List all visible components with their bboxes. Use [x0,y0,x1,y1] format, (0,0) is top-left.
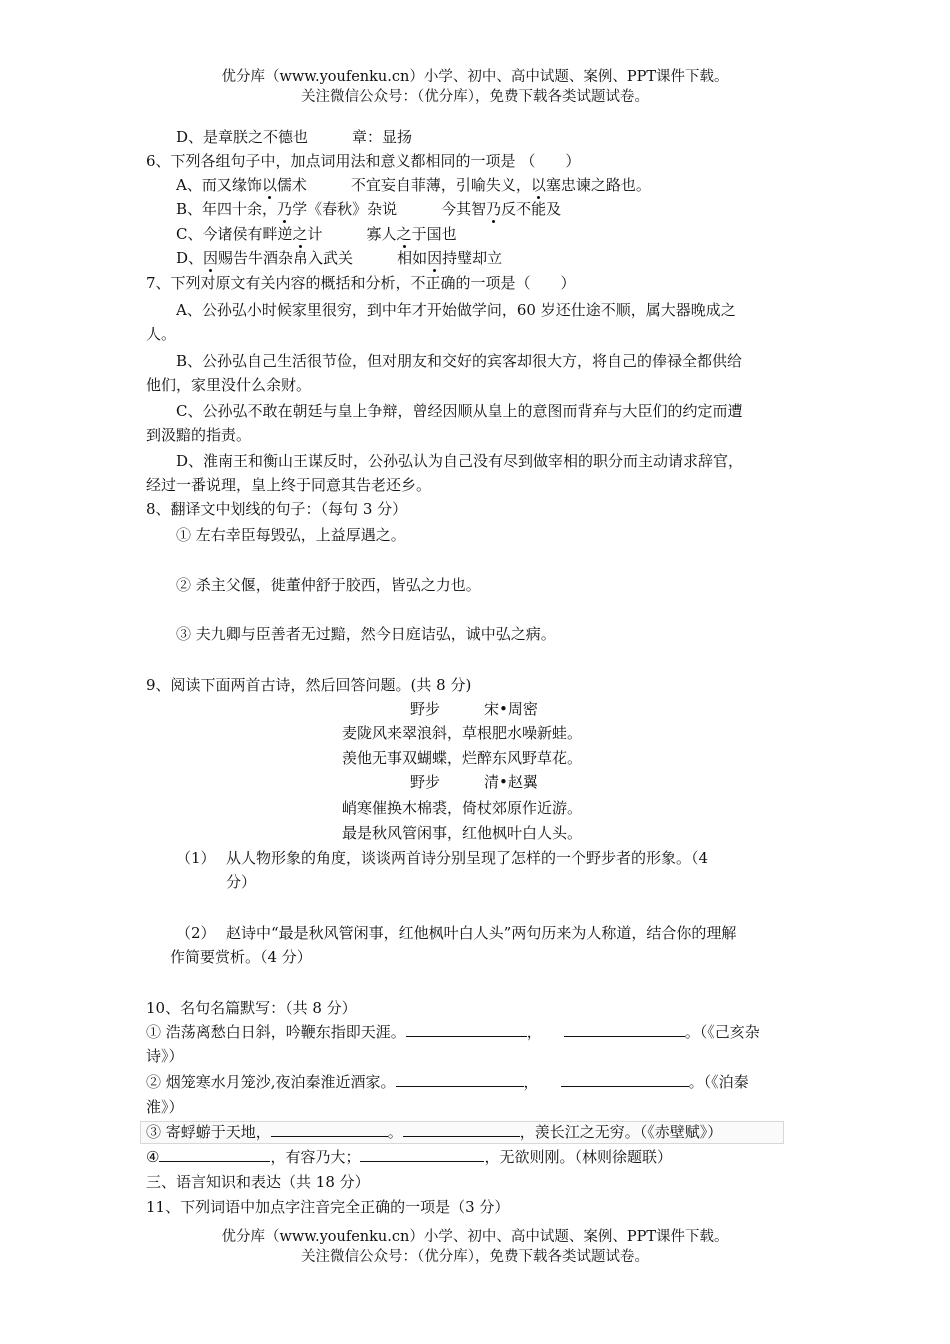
emphasis-dot: 乃 [277,200,293,218]
q8-sentence-2: ② 杀主父偃，徙董仲舒于胶西，皆弘之力也。 [176,576,481,594]
emphasis-dot: 之 [292,225,308,243]
q9-sub1-number: （1） [176,849,216,867]
emphasis-dot: 因 [427,249,443,267]
blank-line [396,1071,524,1087]
section-3-heading: 三、语言知识和表达（共 18 分） [146,1173,370,1191]
q9-sub2-line1: 赵诗中“最是秋风管闲事，红他枫叶白人头”两句历来为人称道，结合你的理解 [226,924,737,942]
footer-line-2: 关注微信公众号：（优分库），免费下载各类试题试卷。 [301,1249,649,1265]
q6-option-d: D、因赐告牛酒杂帛入武关 相如因持璧却立 [176,249,503,267]
q9-sub2-number: （2） [176,924,216,942]
emphasis-dot: 之 [396,225,412,243]
q7-option-c-line1: C、公孙弘不敢在朝廷与皇上争辩，曾经因顺从皇上的意图而背弃与大臣们的约定而遭 [176,402,743,420]
poem2-heading: 野步 清•赵翼 [410,773,538,791]
q7-option-a-line1: A、公孙弘小时候家里很穷，到中年才开始做学问，60 岁还仕途不顺，属大器晚成之 [176,301,736,319]
q10-item-2-cont: 淮》） [146,1098,184,1116]
q7-option-b-line2: 他们，家里没什么余财。 [146,376,312,394]
q11-stem: 11、下列词语中加点字注音完全正确的一项是（3 分） [146,1198,510,1216]
emphasis-dot: 因 [203,249,219,267]
blank-line [406,1021,527,1037]
q5-option-d: D、是章朕之不德也 章：显扬 [176,128,413,146]
blank-line [360,1146,484,1162]
blank-line [271,1121,388,1137]
blank-line [159,1146,270,1162]
q6-stem: 6、下列各组句子中，加点词用法和意义都相同的一项是 （ ） [146,152,581,170]
q10-item-3: ③ 寄蜉蝣于天地， 。 ，羡长江之无穷。（《赤壁赋》） [146,1123,723,1141]
q10-item-1-cont: 诗》） [146,1047,184,1065]
header-line-1: 优分库（www.youfenku.cn）小学、初中、高中试题、案例、PPT课件下载。 [221,69,729,85]
q10-item-1: ① 浩荡离愁白日斜，吟鞭东指即天涯。 ， 。（《己亥杂 [146,1023,760,1041]
blank-line [564,1021,685,1037]
q7-option-a-line2: 人。 [146,325,177,343]
poem1-heading: 野步 宋•周密 [410,700,538,718]
footer-line-1: 优分库（www.youfenku.cn）小学、初中、高中试题、案例、PPT课件下载。 [221,1229,729,1245]
q10-stem: 10、名句名篇默写：（共 8 分） [146,999,357,1017]
q8-stem: 8、翻译文中划线的句子：（每句 3 分） [146,500,408,518]
poem2-line-2: 最是秋风管闲事，红他枫叶白人头。 [342,824,583,842]
q7-option-d-line2: 经过一番说理，皇上终于同意其告老还乡。 [146,476,432,494]
q7-option-d-line1: D、淮南王和衡山王谋反时，公孙弘认为自己没有尽到做宰相的职分而主动请求辞官， [176,452,744,470]
q9-sub1-line2: 分） [226,873,257,891]
blank-line [403,1121,520,1137]
q6-option-a: A、而又缘饰以儒术 不宜妄自菲薄，引喻失义，以塞忠谏之路也。 [176,176,651,194]
q10-item-4: ④ ，有容乃大； ，无欲则刚。（林则徐题联） [146,1148,672,1166]
q8-sentence-1: ① 左右幸臣每毁弘，上益厚遇之。 [176,526,406,544]
poem1-line-1: 麦陇风来翠浪斜，草根肥水噪新蛙。 [342,724,583,742]
q7-option-b-line1: B、公孙弘自己生活很节俭，但对朋友和交好的宾客却很大方，将自己的俸禄全都供给 [176,352,743,370]
q9-sub1-line1: 从人物形象的角度，谈谈两首诗分别呈现了怎样的一个野步者的形象。（4 [226,849,709,867]
poem2-line-1: 峭寒催换木棉裘，倚杖郊原作近游。 [342,799,583,817]
q6-option-b: B、年四十余，乃学《春秋》杂说 今其智乃反不能及 [176,200,562,218]
emphasis-dot: 以 [530,176,546,194]
emphasis-dot: 乃 [486,200,502,218]
blank-line [561,1071,689,1087]
emphasis-dot: 以 [261,176,277,194]
header-line-2: 关注微信公众号：（优分库），免费下载各类试题试卷。 [301,89,649,105]
q10-item-2: ② 烟笼寒水月笼沙,夜泊秦淮近酒家。 ， 。（《泊秦 [146,1073,749,1091]
q9-sub2-line2: 作简要赏析。（4 分） [170,948,312,966]
q8-sentence-3: ③ 夫九卿与臣善者无过黯，然今日庭诘弘，诚中弘之病。 [176,625,556,643]
q9-stem: 9、阅读下面两首古诗，然后回答问题。(共 8 分) [146,676,472,694]
poem1-line-2: 羡他无事双蝴蝶，烂醉东风野草花。 [342,749,583,767]
q7-stem: 7、下列对原文有关内容的概括和分析，不正确的一项是（ ） [146,274,576,292]
q7-option-c-line2: 到汲黯的指责。 [146,426,252,444]
q6-option-c: C、今诸侯有畔逆之计 寡人之于国也 [176,225,457,243]
